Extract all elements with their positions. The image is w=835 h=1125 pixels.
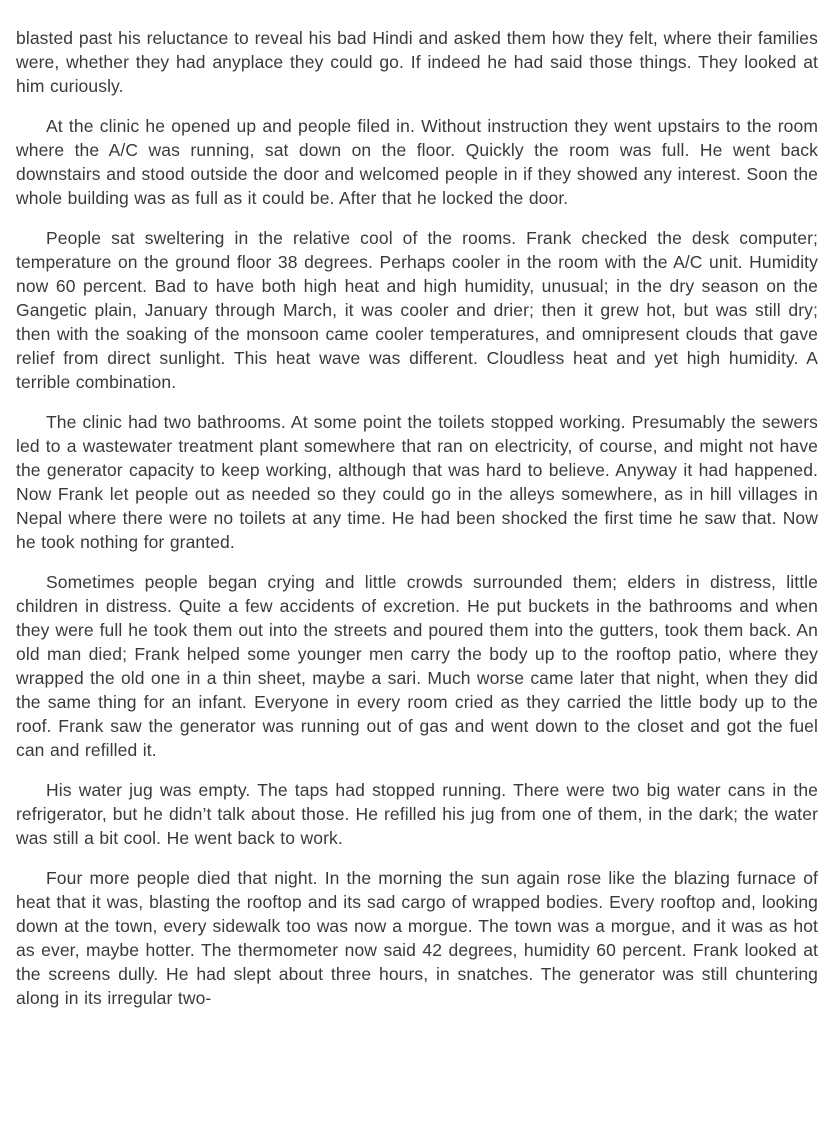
paragraph: At the clinic he opened up and people filed in. Without instruction they went upstairs to the room where the A/C was running, sat down on the floor. Quickly the room was full. He went back downstairs and stood outside the door and welcomed people in if they showed any interest. Soon the whole building was as full as it could be. After that he locked the door. bbox=[16, 116, 818, 208]
paragraph: Sometimes people began crying and little crowds surrounded them; elders in distress, little children in distress. Quite a few accidents of excretion. He put buckets in the bathrooms and when they were full he took them out into the streets and poured them into the gutters, took them back. An old man died; Frank helped some younger men carry the body up to the rooftop patio, where they wrapped the old one in a thin sheet, maybe a sari. Much worse came later that night, when they did the same thing for an infant. Everyone in every room cried as they carried the little body up to the roof. Frank saw the generator was running out of gas and went down to the closet and got the fuel can and refilled it. bbox=[16, 572, 818, 760]
paragraph: Four more people died that night. In the morning the sun again rose like the blazing furnace of heat that it was, blasting the rooftop and its sad cargo of wrapped bodies. Every rooftop and, looking down at the town, every sidewalk too was now a morgue. The town was a morgue, and it was as hot as ever, maybe hotter. The thermometer now said 42 degrees, humidity 60 percent. Frank looked at the screens dully. He had slept about three hours, in snatches. The generator was still chuntering along in its irregular two- bbox=[16, 868, 818, 1008]
paragraph: The clinic had two bathrooms. At some point the toilets stopped working. Presumably the sewers led to a wastewater treatment plant somewhere that ran on electricity, of course, and might not have the generator capacity to keep working, although that was hard to believe. Anyway it had happened. Now Frank let people out as needed so they could go in the alleys somewhere, as in hill villages in Nepal where there were no toilets at any time. He had been shocked the first time he saw that. Now he took nothing for granted. bbox=[16, 412, 818, 552]
paragraph: blasted past his reluctance to reveal his bad Hindi and asked them how they felt, where their families were, whether they had anyplace they could go. If indeed he had said those things. They looked at him curiously. bbox=[16, 28, 818, 96]
paragraph: His water jug was empty. The taps had stopped running. There were two big water cans in the refrigerator, but he didn’t talk about those. He refilled his jug from one of them, in the dark; the water was still a bit cool. He went back to work. bbox=[16, 780, 818, 848]
paragraph: People sat sweltering in the relative cool of the rooms. Frank checked the desk computer; temperature on the ground floor 38 degrees. Perhaps cooler in the room with the A/C unit. Humidity now 60 percent. Bad to have both high heat and high humidity, unusual; in the dry season on the Gangetic plain, January through March, it was cooler and drier; then it grew hot, but was still dry; then with the soaking of the monsoon came cooler temperatures, and omnipresent clouds that gave relief from direct sunlight. This heat wave was different. Cloudless heat and yet high humidity. A terrible combination. bbox=[16, 228, 818, 392]
